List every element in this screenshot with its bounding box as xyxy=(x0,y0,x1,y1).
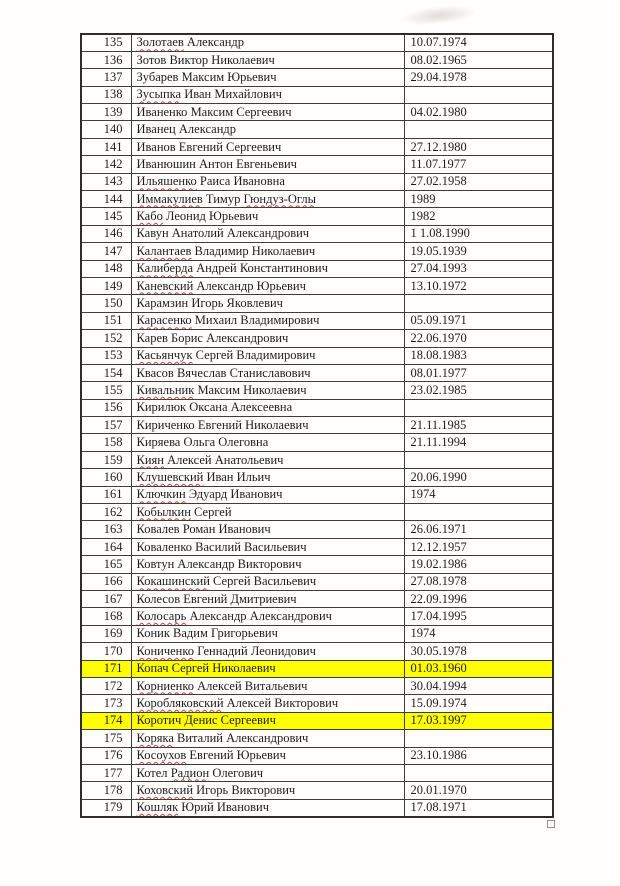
table-row xyxy=(81,364,553,381)
row-number-cell[interactable]: 160 xyxy=(81,469,131,486)
table-row xyxy=(81,730,553,747)
name-cell[interactable]: Каневский Александр Юрьевич xyxy=(131,277,404,294)
birthdate-cell[interactable] xyxy=(404,86,553,103)
name-cell[interactable]: Карамзин Игорь Яковлевич xyxy=(131,295,404,312)
row-number-cell[interactable]: 172 xyxy=(81,677,131,694)
row-number-cell[interactable]: 162 xyxy=(81,504,131,521)
misspelled-word: Коряка xyxy=(136,730,174,745)
name-cell[interactable]: Кирилюк Оксана Алексеевна xyxy=(131,399,404,416)
name-cell[interactable]: Калиберда Андрей Константинович xyxy=(131,260,404,277)
misspelled-word: Косоухов xyxy=(136,748,187,763)
table-row xyxy=(81,712,553,729)
misspelled-word: Касьянчук xyxy=(136,348,193,363)
birthdate-cell[interactable]: 18.08.1983 xyxy=(404,347,553,364)
misspelled-word: Ильяшенко xyxy=(136,174,197,189)
name-cell[interactable]: Коробляковский Алексей Викторович xyxy=(131,695,404,712)
name-cell[interactable]: Коротич Денис Сергеевич xyxy=(131,712,404,729)
birthdate-cell[interactable]: 29.04.1978 xyxy=(404,69,553,86)
row-number-cell[interactable]: 169 xyxy=(81,625,131,642)
row-number-cell[interactable]: 168 xyxy=(81,608,131,625)
name-cell[interactable]: Зусыпка Иван Михайлович xyxy=(131,86,404,103)
row-number-cell[interactable]: 171 xyxy=(81,660,131,677)
misspelled-word: Зусыпка xyxy=(136,87,182,102)
birthdate-cell[interactable]: 1974 xyxy=(404,486,553,503)
name-cell[interactable]: Котел Радион Олегович xyxy=(131,764,404,781)
row-number-cell[interactable]: 174 xyxy=(81,712,131,729)
birthdate-cell[interactable] xyxy=(404,295,553,312)
table-row xyxy=(81,434,553,451)
birthdate-cell[interactable]: 22.09.1996 xyxy=(404,591,553,608)
row-number-cell[interactable]: 164 xyxy=(81,538,131,555)
row-number-cell[interactable]: 154 xyxy=(81,364,131,381)
birthdate-cell[interactable]: 13.10.1972 xyxy=(404,277,553,294)
birthdate-cell[interactable]: 30.04.1994 xyxy=(404,677,553,694)
birthdate-cell[interactable]: 04.02.1980 xyxy=(404,104,553,121)
misspelled-word: Колосарь xyxy=(136,609,187,624)
row-number-cell[interactable]: 153 xyxy=(81,347,131,364)
row-number-cell[interactable]: 176 xyxy=(81,747,131,764)
table-row xyxy=(81,260,553,277)
table-row xyxy=(81,121,553,138)
misspelled-word: Кабо xyxy=(136,209,163,224)
name-cell[interactable]: Иммакулиев Тимур Гюндуз-Оглы xyxy=(131,191,404,208)
row-number-cell[interactable]: 143 xyxy=(81,173,131,190)
birthdate-cell[interactable]: 08.01.1977 xyxy=(404,364,553,381)
name-cell[interactable]: Киян Алексей Анатольевич xyxy=(131,451,404,468)
row-number-cell[interactable]: 151 xyxy=(81,312,131,329)
table-row xyxy=(81,51,553,68)
row-number-cell[interactable]: 136 xyxy=(81,51,131,68)
row-number-cell[interactable]: 147 xyxy=(81,243,131,260)
birthdate-cell[interactable]: 19.02.1986 xyxy=(404,556,553,573)
name-cell[interactable]: Кабо Леонид Юрьевич xyxy=(131,208,404,225)
table-row xyxy=(81,156,553,173)
table-row xyxy=(81,451,553,468)
misspelled-word: Клушевский xyxy=(136,469,204,484)
table-row xyxy=(81,173,553,190)
birthdate-cell[interactable]: 01.03.1960 xyxy=(404,660,553,677)
birthdate-cell[interactable]: 15.09.1974 xyxy=(404,695,553,712)
row-number-cell[interactable]: 178 xyxy=(81,782,131,799)
birthdate-cell[interactable]: 17.08.1971 xyxy=(404,799,553,816)
misspelled-word: Калиберда xyxy=(136,261,193,276)
table-row xyxy=(81,277,553,294)
table-row xyxy=(81,243,553,260)
row-number-cell[interactable]: 159 xyxy=(81,451,131,468)
birthdate-cell[interactable] xyxy=(404,451,553,468)
misspelled-word: Каневский xyxy=(136,278,194,293)
misspelled-word: Киян xyxy=(136,452,164,467)
table-row xyxy=(81,138,553,155)
name-cell[interactable]: Кириченко Евгений Николаевич xyxy=(131,417,404,434)
birthdate-cell[interactable]: 23.02.1985 xyxy=(404,382,553,399)
table-row xyxy=(81,295,553,312)
table-row xyxy=(81,469,553,486)
row-number-cell[interactable]: 177 xyxy=(81,764,131,781)
row-number-cell[interactable]: 137 xyxy=(81,69,131,86)
table-resize-handle[interactable] xyxy=(547,820,555,828)
name-cell[interactable]: Коряка Виталий Александрович xyxy=(131,730,404,747)
misspelled-word: Иммакулиев xyxy=(136,191,203,206)
table-row xyxy=(81,191,553,208)
row-number-cell[interactable]: 155 xyxy=(81,382,131,399)
row-number-cell[interactable]: 173 xyxy=(81,695,131,712)
table-row xyxy=(81,382,553,399)
table-row xyxy=(81,643,553,660)
row-number-cell[interactable]: 140 xyxy=(81,121,131,138)
misspelled-word: Кошляк xyxy=(136,800,179,815)
roster-table-body xyxy=(81,34,553,817)
misspelled-word: Коховский xyxy=(136,782,194,797)
row-number-cell[interactable]: 179 xyxy=(81,799,131,816)
name-cell[interactable]: Киряева Ольга Олеговна xyxy=(131,434,404,451)
row-number-cell[interactable]: 166 xyxy=(81,573,131,590)
row-number-cell[interactable]: 165 xyxy=(81,556,131,573)
birthdate-cell[interactable] xyxy=(404,730,553,747)
birthdate-cell[interactable]: 1989 xyxy=(404,191,553,208)
name-cell[interactable]: Ковтун Александр Викторович xyxy=(131,556,404,573)
table-row xyxy=(81,747,553,764)
name-cell[interactable]: Клушевский Иван Ильич xyxy=(131,469,404,486)
misspelled-word: Калантаев xyxy=(136,243,192,258)
name-cell[interactable]: Зотов Виктор Николаевич xyxy=(131,51,404,68)
misspelled-word: Радион xyxy=(170,765,210,780)
row-number-cell[interactable]: 149 xyxy=(81,277,131,294)
birthdate-cell[interactable] xyxy=(404,399,553,416)
name-cell[interactable]: Квасов Вячеслав Станиславович xyxy=(131,364,404,381)
name-cell[interactable]: Калантаев Владимир Николаевич xyxy=(131,243,404,260)
name-cell[interactable]: Кокашинский Сергей Васильевич xyxy=(131,573,404,590)
birthdate-cell[interactable] xyxy=(404,504,553,521)
table-row xyxy=(81,69,553,86)
table-row xyxy=(81,399,553,416)
birthdate-cell[interactable]: 08.02.1965 xyxy=(404,51,553,68)
name-cell[interactable]: Колесов Евгений Дмитриевич xyxy=(131,591,404,608)
row-number-cell[interactable]: 170 xyxy=(81,643,131,660)
misspelled-word: Коробляковский xyxy=(136,696,224,711)
row-number-cell[interactable]: 156 xyxy=(81,399,131,416)
birthdate-cell[interactable]: 21.11.1994 xyxy=(404,434,553,451)
table-row xyxy=(81,330,553,347)
row-number-cell[interactable]: 161 xyxy=(81,486,131,503)
table-row xyxy=(81,625,553,642)
name-cell[interactable]: Касьянчук Сергей Владимирович xyxy=(131,347,404,364)
birthdate-cell[interactable]: 17.03.1997 xyxy=(404,712,553,729)
row-number-cell[interactable]: 138 xyxy=(81,86,131,103)
row-number-cell[interactable]: 175 xyxy=(81,730,131,747)
name-cell[interactable]: Коховский Игорь Викторович xyxy=(131,782,404,799)
birthdate-cell[interactable]: 11.07.1977 xyxy=(404,156,553,173)
roster-table xyxy=(80,33,554,818)
birthdate-cell[interactable] xyxy=(404,764,553,781)
table-row xyxy=(81,225,553,242)
table-row xyxy=(81,799,553,816)
birthdate-cell[interactable]: 30.05.1978 xyxy=(404,643,553,660)
row-number-cell[interactable]: 150 xyxy=(81,295,131,312)
misspelled-word: Карасенко xyxy=(136,313,192,328)
misspelled-word: Кониченко xyxy=(136,643,195,658)
name-cell[interactable]: Коваленко Василий Васильевич xyxy=(131,538,404,555)
name-cell[interactable]: Кониченко Геннадий Леонидович xyxy=(131,643,404,660)
name-cell[interactable]: Иваненко Максим Сергеевич xyxy=(131,104,404,121)
row-number-cell[interactable]: 157 xyxy=(81,417,131,434)
birthdate-cell[interactable]: 20.01.1970 xyxy=(404,782,553,799)
misspelled-word: Корниенко xyxy=(136,678,195,693)
birthdate-cell[interactable]: 1982 xyxy=(404,208,553,225)
table-row xyxy=(81,34,553,51)
name-cell[interactable]: Кавун Анатолий Александрович xyxy=(131,225,404,242)
birthdate-cell[interactable]: 27.02.1958 xyxy=(404,173,553,190)
name-cell[interactable]: Золотаев Александр xyxy=(131,34,404,51)
misspelled-word: Ключкин xyxy=(136,487,186,502)
table-row xyxy=(81,86,553,103)
row-number-cell[interactable]: 146 xyxy=(81,225,131,242)
row-number-cell[interactable]: 135 xyxy=(81,34,131,51)
birthdate-cell[interactable]: 26.06.1971 xyxy=(404,521,553,538)
name-cell[interactable]: Ковалев Роман Иванович xyxy=(131,521,404,538)
table-row xyxy=(81,312,553,329)
name-cell[interactable]: Кошляк Юрий Иванович xyxy=(131,799,404,816)
table-row xyxy=(81,556,553,573)
name-cell[interactable]: Иванюшин Антон Евгеньевич xyxy=(131,156,404,173)
name-cell[interactable]: Кивальник Максим Николаевич xyxy=(131,382,404,399)
name-cell[interactable]: Ильяшенко Раиса Ивановна xyxy=(131,173,404,190)
table-row xyxy=(81,347,553,364)
misspelled-word: Кивальник xyxy=(136,383,195,397)
birthdate-cell[interactable]: 20.06.1990 xyxy=(404,469,553,486)
birthdate-cell[interactable]: 12.12.1957 xyxy=(404,538,553,555)
row-number-cell[interactable]: 139 xyxy=(81,104,131,121)
table-row xyxy=(81,695,553,712)
row-number-cell[interactable]: 142 xyxy=(81,156,131,173)
table-row xyxy=(81,538,553,555)
name-cell[interactable]: Карев Борис Александрович xyxy=(131,330,404,347)
birthdate-cell[interactable]: 05.09.1971 xyxy=(404,312,553,329)
table-row xyxy=(81,104,553,121)
birthdate-cell[interactable]: 27.08.1978 xyxy=(404,573,553,590)
name-cell[interactable]: Корниенко Алексей Витальевич xyxy=(131,677,404,694)
table-row xyxy=(81,660,553,677)
table-row xyxy=(81,417,553,434)
table-row xyxy=(81,764,553,781)
row-number-cell[interactable]: 158 xyxy=(81,434,131,451)
birthdate-cell[interactable]: 27.04.1993 xyxy=(404,260,553,277)
name-cell[interactable]: Кобылкин Сергей xyxy=(131,504,404,521)
table-row xyxy=(81,782,553,799)
table-row xyxy=(81,208,553,225)
birthdate-cell[interactable]: 27.12.1980 xyxy=(404,138,553,155)
table-row xyxy=(81,608,553,625)
birthdate-cell[interactable]: 22.06.1970 xyxy=(404,330,553,347)
misspelled-word: Кобылкин xyxy=(136,504,191,519)
birthdate-cell[interactable]: 10.07.1974 xyxy=(404,34,553,51)
row-number-cell[interactable]: 148 xyxy=(81,260,131,277)
name-cell[interactable]: Карасенко Михаил Владимирович xyxy=(131,312,404,329)
misspelled-word: Гюндуз-Оглы xyxy=(243,191,316,206)
row-number-cell[interactable]: 152 xyxy=(81,330,131,347)
table-row xyxy=(81,591,553,608)
table-row xyxy=(81,521,553,538)
name-cell[interactable]: Зубарев Максим Юрьевич xyxy=(131,69,404,86)
row-number-cell[interactable]: 163 xyxy=(81,521,131,538)
row-number-cell[interactable]: 145 xyxy=(81,208,131,225)
row-number-cell[interactable]: 167 xyxy=(81,591,131,608)
name-cell[interactable]: Косоухов Евгений Юрьевич xyxy=(131,747,404,764)
name-cell[interactable]: Иванец Александр xyxy=(131,121,404,138)
birthdate-cell[interactable]: 1974 xyxy=(404,625,553,642)
row-number-cell[interactable]: 144 xyxy=(81,191,131,208)
birthdate-cell[interactable]: 17.04.1995 xyxy=(404,608,553,625)
birthdate-cell[interactable]: 23.10.1986 xyxy=(404,747,553,764)
name-cell[interactable]: Коник Вадим Григорьевич xyxy=(131,625,404,642)
birthdate-cell[interactable]: 19.05.1939 xyxy=(404,243,553,260)
misspelled-word: Кокашинский xyxy=(136,574,210,589)
name-cell[interactable]: Колосарь Александр Александрович xyxy=(131,608,404,625)
table-row xyxy=(81,486,553,503)
birthdate-cell[interactable] xyxy=(404,121,553,138)
row-number-cell[interactable]: 141 xyxy=(81,138,131,155)
name-cell[interactable]: Иванов Евгений Сергеевич xyxy=(131,138,404,155)
misspelled-word: Золотаев xyxy=(136,35,184,50)
table-row xyxy=(81,504,553,521)
birthdate-cell[interactable]: 21.11.1985 xyxy=(404,417,553,434)
table-row xyxy=(81,677,553,694)
name-cell[interactable]: Ключкин Эдуард Иванович xyxy=(131,486,404,503)
name-cell[interactable]: Копач Сергей Николаевич xyxy=(131,660,404,677)
birthdate-cell[interactable]: 1 1.08.1990 xyxy=(404,225,553,242)
table-row xyxy=(81,573,553,590)
